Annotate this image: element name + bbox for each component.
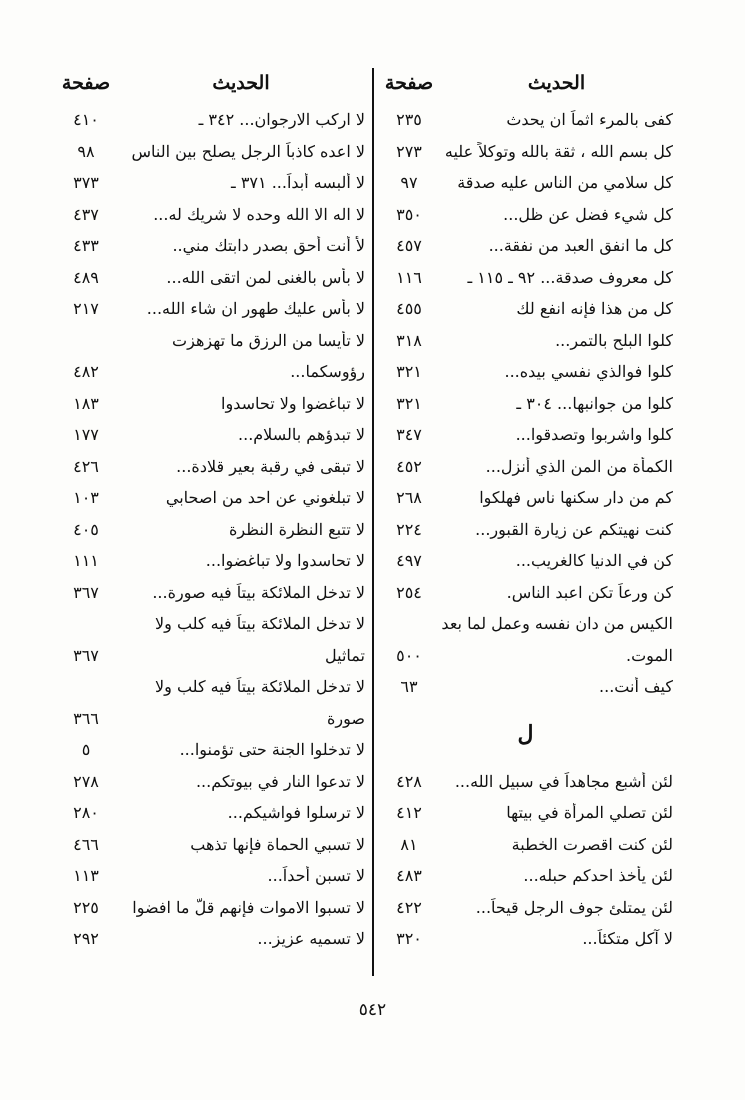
- index-entry: [55, 892, 365, 924]
- entry-page: ٢٣٥: [396, 110, 422, 130]
- index-entry: [378, 608, 673, 640]
- entry-text: كن ورعاً تكن اعبد الناس.: [506, 582, 673, 602]
- entry-page: ٤٨٢: [73, 362, 99, 382]
- entry-text: لا تأيسا من الرزق ما تهزهزت: [172, 330, 365, 350]
- column-header: [55, 62, 365, 104]
- entry-page: ٨١: [400, 834, 418, 854]
- index-entry: [378, 104, 673, 136]
- column-divider: [372, 68, 374, 976]
- index-entry: [378, 892, 673, 924]
- index-entry: [55, 608, 365, 640]
- entry-page: ٢٥٤: [396, 582, 422, 602]
- entry-page: ٤٩٧: [396, 551, 422, 571]
- entry-text: لا تدخل الملائكة بيتاً فيه كلب ولا: [155, 677, 365, 697]
- right-entries: [378, 104, 673, 703]
- entry-page: ١١٦: [396, 267, 422, 287]
- index-entry: [378, 199, 673, 231]
- entry-text: لا تدعوا النار في بيوتكم...: [195, 771, 365, 791]
- entry-page: ٣٢٠: [396, 929, 422, 949]
- entry-page: ٢٩٢: [73, 929, 99, 949]
- index-entry: [378, 293, 673, 325]
- index-entry: [378, 451, 673, 483]
- header-page-label: صفحة: [61, 72, 111, 94]
- entry-text: كل شيء فضل عن ظل...: [503, 204, 673, 224]
- entry-text: لا تسبن أحداً...: [267, 866, 365, 886]
- entry-page: ١٠٣: [73, 488, 99, 508]
- entry-text: لئن أشبع مجاهداً في سبيل الله...: [454, 771, 673, 791]
- entry-page: ٩٧: [400, 173, 418, 193]
- entry-page: ٤٥٢: [396, 456, 422, 476]
- index-entry: [378, 230, 673, 262]
- entry-page: ٤٣٣: [73, 236, 99, 256]
- entry-page: ١٨٣: [73, 393, 99, 413]
- index-entry: [55, 829, 365, 861]
- entry-text: لئن كنت اقصرت الخطبة: [511, 834, 673, 854]
- entry-page: ٤٣٧: [73, 204, 99, 224]
- entry-text: لا اله الا الله وحده لا شريك له...: [153, 204, 365, 224]
- index-entry: [55, 923, 365, 955]
- index-entry: [55, 703, 365, 735]
- entry-text: الكيس من دان نفسه وعمل لما بعد: [441, 614, 673, 634]
- index-entry: [55, 388, 365, 420]
- index-entry: [378, 167, 673, 199]
- entry-page: ٤٢٨: [396, 771, 422, 791]
- entry-page: ١٧٧: [73, 425, 99, 445]
- index-entry: [378, 325, 673, 357]
- entry-text: لا اركب الارجوان... ٣٤٢ ـ: [198, 110, 365, 130]
- index-entry: [378, 136, 673, 168]
- index-entry: [55, 104, 365, 136]
- entry-page: ١١١: [73, 551, 99, 571]
- entry-page: ٢١٧: [73, 299, 99, 319]
- index-entry: [378, 262, 673, 294]
- index-entry: [378, 640, 673, 672]
- entry-text: لا اعده كاذباً الرجل يصلح بين الناس: [131, 141, 365, 161]
- entry-page: ٦٣: [400, 677, 418, 697]
- left-entries: [55, 104, 365, 955]
- index-entry: [55, 199, 365, 231]
- index-entry: [55, 671, 365, 703]
- entry-page: ٣٧٣: [73, 173, 99, 193]
- entry-page: ٥٠٠: [396, 645, 422, 665]
- entry-text: كل سلامي من الناس عليه صدقة: [457, 173, 673, 193]
- index-entry: [378, 514, 673, 546]
- index-entry: [55, 419, 365, 451]
- entry-page: ٣٥٠: [396, 204, 422, 224]
- entry-text: لا تدخلوا الجنة حتى تؤمنوا...: [179, 740, 365, 760]
- entry-text: كلوا واشربوا وتصدقوا...: [515, 425, 673, 445]
- entry-text: لا بأس بالغنى لمن اتقى الله...: [166, 267, 365, 287]
- index-entry: [378, 545, 673, 577]
- entry-page: ٩٨: [77, 141, 95, 161]
- entry-text: صورة: [327, 708, 365, 728]
- entry-text: الكمأة من المن الذي أنزل...: [485, 456, 673, 476]
- entry-page: ٤٥٥: [396, 299, 422, 319]
- entry-text: لئن يأخذ احدكم حبله...: [523, 866, 673, 886]
- entry-text: لا تدخل الملائكة بيتاً فيه صورة...: [152, 582, 365, 602]
- right-entries-lam: [378, 766, 673, 955]
- index-entry: [55, 545, 365, 577]
- section-letter: ل: [517, 720, 534, 747]
- index-entry: [378, 388, 673, 420]
- entry-text: الموت.: [626, 645, 673, 665]
- index-entry: [55, 262, 365, 294]
- index-entry: [378, 923, 673, 955]
- entry-text: كلوا البلح بالتمر...: [555, 330, 673, 350]
- index-entry: [378, 766, 673, 798]
- entry-text: كل ما انفق العبد من نفقة...: [488, 236, 673, 256]
- entry-page: ٢٢٤: [396, 519, 422, 539]
- entry-page: ٤١٢: [396, 803, 422, 823]
- entry-text: كم من دار سكنها ناس فهلكوا: [479, 488, 673, 508]
- index-entry: [55, 356, 365, 388]
- index-entry: [55, 230, 365, 262]
- entry-page: ٢٧٣: [396, 141, 422, 161]
- index-entry: [378, 797, 673, 829]
- entry-text: لا تتبع النظرة النظرة: [229, 519, 365, 539]
- index-entry: [378, 419, 673, 451]
- entry-page: ٤٥٧: [396, 236, 422, 256]
- index-entry: [55, 860, 365, 892]
- index-entry: [55, 577, 365, 609]
- entry-text: لئن تصلي المرأة في بيتها: [506, 803, 673, 823]
- entry-text: رؤوسكما...: [290, 362, 365, 382]
- index-entry: [55, 640, 365, 672]
- index-entry: [55, 514, 365, 546]
- entry-text: لا تسبي الحماة فإنها تذهب: [190, 834, 365, 854]
- entry-page: ٤١٠: [73, 110, 99, 130]
- entry-page: ١١٣: [73, 866, 99, 886]
- index-entry: [378, 829, 673, 861]
- entry-text: لا تسبوا الاموات فإنهم قلّ ما افضوا: [132, 897, 365, 917]
- entry-page: ٣٢١: [396, 393, 422, 413]
- index-entry: [378, 671, 673, 703]
- entry-page: ٥: [81, 740, 91, 760]
- entry-page: ٣٦٧: [73, 582, 99, 602]
- index-entry: [55, 136, 365, 168]
- index-entry: [378, 356, 673, 388]
- index-entry: [55, 325, 365, 357]
- header-hadith-label: الحديث: [212, 72, 270, 94]
- entry-text: لا تحاسدوا ولا تباغضوا...: [205, 551, 365, 571]
- entry-page: ٣١٨: [396, 330, 422, 350]
- entry-text: لا ترسلوا فواشيكم...: [227, 803, 365, 823]
- index-entry: [55, 766, 365, 798]
- entry-page: ٢٧٨: [73, 771, 99, 791]
- header-hadith-label: الحديث: [527, 72, 586, 94]
- entry-text: لئن يمتلئ جوف الرجل قيحاً...: [475, 897, 673, 917]
- entry-page: ٤٢٢: [396, 897, 422, 917]
- index-entry: [55, 167, 365, 199]
- entry-page: ٣٦٧: [73, 645, 99, 665]
- entry-text: كيف أنت...: [599, 677, 673, 697]
- entry-page: ٣٦٦: [73, 708, 99, 728]
- entry-text: لأ أنت أحق بصدر دابتك مني..: [172, 236, 365, 256]
- column-header: [378, 62, 673, 104]
- entry-text: لا تبقى في رقبة بعير قلادة...: [176, 456, 365, 476]
- entry-text: كل من هذا فإنه انفع لك: [516, 299, 673, 319]
- page-number: ٥٤٢: [358, 1000, 387, 1020]
- index-entry: [378, 860, 673, 892]
- index-entry: [55, 451, 365, 483]
- right-column: [378, 62, 673, 955]
- entry-text: كلوا فوالذي نفسي بيده...: [504, 362, 673, 382]
- entry-page: ٤٦٦: [73, 834, 99, 854]
- entry-text: كنت نهيتكم عن زيارة القبور...: [475, 519, 673, 539]
- entry-page: ٢٨٠: [73, 803, 99, 823]
- index-entry: [378, 482, 673, 514]
- entry-page: ٤٨٣: [396, 866, 422, 886]
- entry-text: كلوا من جوانبها... ٣٠٤ ـ: [516, 393, 673, 413]
- header-page-label: صفحة: [384, 72, 434, 94]
- entry-text: لا تباغضوا ولا تحاسدوا: [221, 393, 365, 413]
- entry-text: لا تبدؤهم بالسلام...: [238, 425, 365, 445]
- entry-text: كن في الدنيا كالغريب...: [515, 551, 673, 571]
- entry-page: ٤٨٩: [73, 267, 99, 287]
- entry-text: لا تدخل الملائكة بيتاً فيه كلب ولا: [155, 614, 365, 634]
- entry-text: لا آكل متكئاً...: [582, 929, 673, 949]
- entry-text: كل بسم الله ، ثقة بالله وتوكلاً عليه: [444, 141, 673, 161]
- entry-page: ٢٦٨: [396, 488, 422, 508]
- entry-text: لا تبلغوني عن احد من اصحابي: [165, 488, 365, 508]
- index-entry: [55, 734, 365, 766]
- entry-page: ٤٠٥: [73, 519, 99, 539]
- index-entry: [55, 482, 365, 514]
- index-entry: [55, 797, 365, 829]
- index-entry: [378, 577, 673, 609]
- entry-page: ٤٢٦: [73, 456, 99, 476]
- entry-text: كل معروف صدقة... ٩٢ ـ ١١٥ ـ: [467, 267, 673, 287]
- left-column: [55, 62, 365, 955]
- entry-text: لا بأس عليك طهور ان شاء الله...: [146, 299, 365, 319]
- entry-text: لا ألبسه أبداً... ٣٧١ ـ: [231, 173, 365, 193]
- entry-page: ٢٢٥: [73, 897, 99, 917]
- entry-page: ٣٤٧: [396, 425, 422, 445]
- entry-text: لا تسميه عزيز...: [257, 929, 365, 949]
- entry-text: تماثيل: [325, 645, 365, 665]
- entry-text: كفى بالمرء اثماً ان يحدث: [506, 110, 673, 130]
- entry-page: ٣٢١: [396, 362, 422, 382]
- index-entry: [55, 293, 365, 325]
